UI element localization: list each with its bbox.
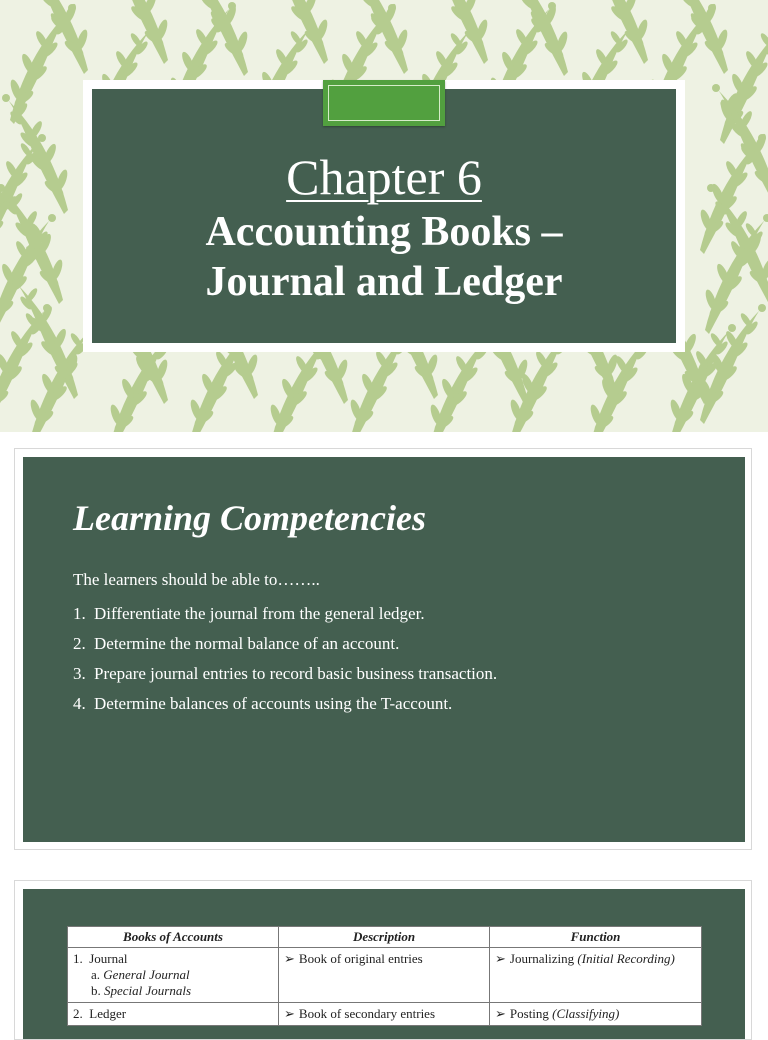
competencies-intro: The learners should be able to…….. bbox=[73, 570, 320, 589]
list-text: Differentiate the journal from the general ledger. bbox=[94, 604, 425, 623]
list-number: 2. bbox=[73, 634, 86, 653]
arrow-bullet-icon: ➢ bbox=[284, 1006, 295, 1021]
function-text: Journalizing bbox=[509, 951, 575, 966]
title-box bbox=[92, 89, 676, 343]
cell-description bbox=[279, 948, 490, 1003]
competencies-slide bbox=[23, 457, 745, 842]
books-of-accounts-table bbox=[67, 926, 702, 1026]
table-row bbox=[68, 948, 702, 1003]
header-books-of-accounts: Books of Accounts bbox=[68, 927, 279, 948]
row-number: 2. bbox=[73, 1006, 83, 1021]
cell-function bbox=[490, 948, 702, 1003]
row-number: 1. bbox=[73, 951, 83, 966]
function-note: (Classifying) bbox=[552, 1006, 620, 1021]
book-name: Ledger bbox=[89, 1006, 127, 1021]
sub-book: Special Journals bbox=[104, 983, 192, 998]
competencies-list bbox=[73, 599, 497, 719]
description-text: Book of secondary entries bbox=[298, 1006, 436, 1021]
cell-book bbox=[68, 948, 279, 1003]
arrow-bullet-icon: ➢ bbox=[495, 1006, 506, 1021]
header-description: Description bbox=[279, 927, 490, 948]
list-text: Determine balances of accounts using the T-account. bbox=[94, 694, 453, 713]
books-slide bbox=[23, 889, 745, 1039]
table-row bbox=[68, 1003, 702, 1026]
sub-letter: b. bbox=[91, 983, 101, 998]
list-number: 4. bbox=[73, 694, 86, 713]
green-tab-decoration bbox=[323, 80, 445, 126]
function-note: (Initial Recording) bbox=[577, 951, 675, 966]
list-item bbox=[73, 659, 497, 689]
cell-book bbox=[68, 1003, 279, 1026]
arrow-bullet-icon: ➢ bbox=[495, 951, 506, 966]
header-function: Function bbox=[490, 927, 702, 948]
title-slide bbox=[0, 0, 768, 432]
sub-book: General Journal bbox=[103, 967, 190, 982]
table-header-row bbox=[68, 927, 702, 948]
list-item bbox=[73, 689, 497, 719]
subtitle-line-1: Accounting Books – bbox=[205, 209, 563, 255]
list-number: 3. bbox=[73, 664, 86, 683]
function-text: Posting bbox=[509, 1006, 549, 1021]
list-number: 1. bbox=[73, 604, 86, 623]
list-item bbox=[73, 599, 497, 629]
cell-function bbox=[490, 1003, 702, 1026]
competencies-heading: Learning Competencies bbox=[73, 498, 426, 538]
list-text: Prepare journal entries to record basic business transaction. bbox=[94, 664, 498, 683]
book-name: Journal bbox=[89, 951, 128, 966]
list-item bbox=[73, 629, 497, 659]
green-tab-inner-border bbox=[328, 85, 440, 121]
subtitle-line-2: Journal and Ledger bbox=[205, 259, 563, 305]
list-text: Determine the normal balance of an account. bbox=[94, 634, 400, 653]
cell-description bbox=[279, 1003, 490, 1026]
description-text: Book of original entries bbox=[298, 951, 423, 966]
chapter-title: Chapter 6 bbox=[286, 149, 482, 205]
sub-letter: a. bbox=[91, 967, 101, 982]
arrow-bullet-icon: ➢ bbox=[284, 951, 295, 966]
